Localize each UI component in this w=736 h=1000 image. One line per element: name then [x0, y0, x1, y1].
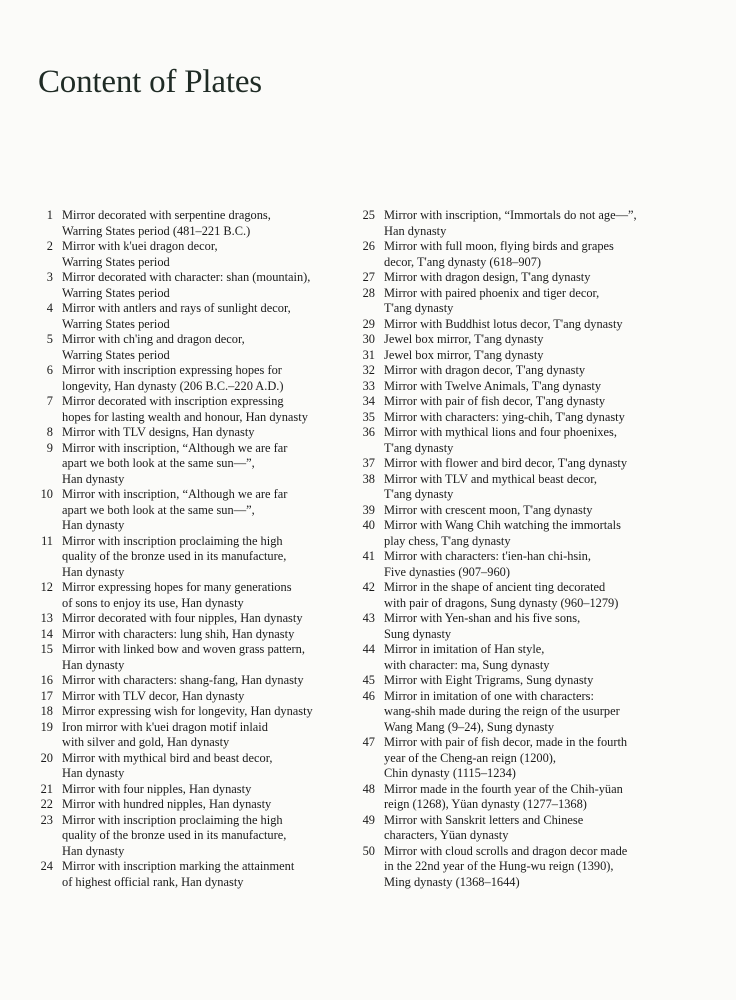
plate-description-line: Mirror with inscription, “Immortals do not age—”, — [384, 208, 637, 222]
plate-description-line: Mirror with inscription, “Although we are far — [62, 487, 288, 501]
plate-description — [62, 441, 350, 488]
plate-description — [384, 348, 700, 364]
plate-description — [384, 425, 700, 456]
plate-description-line: Han dynasty — [62, 471, 125, 486]
plate-description-line: Mirror with dragon decor, T'ang dynasty — [384, 363, 586, 377]
plate-description-line: Mirror with Sanskrit letters and Chinese — [384, 812, 584, 827]
plate-number: 40 — [362, 518, 375, 532]
plate-description-line: Warring States period — [62, 254, 170, 269]
plate-description-line: Mirror with paired phoenix and tiger decor, — [384, 285, 600, 300]
plate-description-line: Han dynasty — [62, 518, 125, 532]
plate-number: 50 — [362, 843, 375, 858]
plate-description-line: Mirror with cloud scrolls and dragon decor made — [384, 843, 628, 858]
plate-description — [384, 518, 700, 549]
plate-number: 37 — [362, 456, 375, 470]
plate-number: 13 — [40, 611, 53, 625]
plate-description — [62, 751, 350, 782]
plate-description — [62, 580, 350, 611]
plate-entry — [356, 208, 700, 239]
plate-description-line: Mirror with ch'ing and dragon decor, — [62, 332, 245, 346]
plate-description — [62, 797, 350, 813]
plate-description — [384, 456, 700, 472]
plate-description — [62, 689, 350, 705]
plate-description-line: Han dynasty — [62, 843, 125, 858]
plate-description-line: Mirror with Twelve Animals, T'ang dynasty — [384, 378, 602, 393]
plate-description — [62, 394, 350, 425]
plate-description-line: Jewel box mirror, T'ang dynasty — [384, 347, 544, 362]
plate-entry — [34, 301, 350, 332]
plate-description-line: Mirror with TLV designs, Han dynasty — [62, 425, 255, 439]
plate-number: 19 — [40, 719, 53, 734]
plate-description-line: Mirror with TLV and mythical beast decor, — [384, 471, 597, 486]
plate-number: 31 — [362, 347, 375, 362]
plate-description-line: Sung dynasty — [384, 626, 452, 641]
plate-entry — [34, 797, 350, 813]
plate-description-line: of sons to enjoy its use, Han dynasty — [62, 595, 244, 610]
plate-description — [62, 487, 350, 534]
plate-description-line: Mirror with inscription marking the attainment — [62, 859, 295, 873]
plate-entry — [356, 239, 700, 270]
plate-description — [384, 270, 700, 286]
plate-entry — [356, 394, 700, 410]
plate-description-line: apart we both look at the same sun—”, — [62, 502, 255, 517]
plate-description-line: Mirror expressing hopes for many generations — [62, 580, 292, 594]
plate-entry — [34, 673, 350, 689]
plate-description — [384, 379, 700, 395]
plate-number: 27 — [362, 270, 375, 284]
plates-list-left-column — [34, 208, 350, 890]
plate-description — [62, 534, 350, 581]
plate-entry — [34, 782, 350, 798]
plate-number: 35 — [362, 409, 375, 424]
plate-description-line: Mirror in the shape of ancient ting decorated — [384, 580, 606, 594]
plate-description-line: Mirror with mythical bird and beast decor, — [62, 750, 273, 765]
plate-description-line: Mirror with inscription proclaiming the high — [62, 533, 283, 548]
plate-entry — [356, 410, 700, 426]
plate-description-line: Mirror with pair of fish decor, made in the fourth — [384, 735, 628, 749]
plate-description-line: Mirror with hundred nipples, Han dynasty — [62, 797, 272, 811]
plate-description-line: with silver and gold, Han dynasty — [62, 735, 230, 749]
plate-entry — [356, 270, 700, 286]
plate-description-line: Wang Mang (9–24), Sung dynasty — [384, 719, 555, 734]
plate-number: 23 — [40, 812, 53, 827]
plate-description-line: hopes for lasting wealth and honour, Han dynasty — [62, 409, 308, 424]
plate-entry — [356, 689, 700, 736]
plate-description-line: play chess, T'ang dynasty — [384, 533, 511, 548]
plate-entry — [34, 270, 350, 301]
plate-description — [62, 704, 350, 720]
plate-description-line: Mirror with TLV decor, Han dynasty — [62, 688, 245, 703]
plate-entry — [34, 689, 350, 705]
page-title: Content of Plates — [38, 64, 262, 100]
plate-number: 46 — [362, 688, 375, 703]
plate-entry — [34, 332, 350, 363]
plate-number: 41 — [362, 549, 375, 563]
plate-number: 7 — [46, 394, 53, 408]
plate-description-line: in the 22nd year of the Hung-wu reign (1390), — [384, 859, 614, 873]
plate-description-line: year of the Cheng-an reign (1200), — [384, 750, 557, 765]
plate-description-line: Han dynasty — [384, 223, 447, 238]
plate-description — [384, 642, 700, 673]
plate-description-line: Mirror with dragon design, T'ang dynasty — [384, 270, 591, 284]
plate-number: 3 — [46, 270, 53, 284]
plate-description — [384, 208, 700, 239]
plate-number: 26 — [362, 239, 375, 253]
plate-description-line: Chin dynasty (1115–1234) — [384, 766, 516, 780]
plate-description — [62, 782, 350, 798]
plate-entry — [356, 549, 700, 580]
plate-number: 15 — [40, 642, 53, 656]
plate-entry — [356, 673, 700, 689]
plate-description-line: Mirror with pair of fish decor, T'ang dynasty — [384, 394, 606, 408]
plate-description-line: Han dynasty — [62, 657, 125, 672]
plate-description-line: Mirror with flower and bird decor, T'ang dynasty — [384, 456, 628, 470]
plate-description-line: Mirror with full moon, flying birds and grapes — [384, 239, 614, 253]
plate-description-line: with pair of dragons, Sung dynasty (960–1279) — [384, 595, 619, 610]
plate-number: 4 — [46, 301, 53, 315]
plate-number: 32 — [362, 363, 375, 377]
plate-entry — [34, 720, 350, 751]
plate-description — [384, 239, 700, 270]
plate-description-line: Iron mirror with k'uei dragon motif inlaid — [62, 719, 268, 734]
plate-number: 48 — [362, 781, 375, 796]
plate-entry — [34, 363, 350, 394]
plate-number: 38 — [362, 471, 375, 486]
plate-description-line: Mirror with Wang Chih watching the immortals — [384, 518, 621, 532]
plate-description-line: decor, T'ang dynasty (618–907) — [384, 254, 542, 269]
plate-entry — [34, 239, 350, 270]
plate-description — [62, 239, 350, 270]
plate-description — [384, 410, 700, 426]
plate-description — [384, 363, 700, 379]
plate-number: 44 — [362, 642, 375, 656]
plate-number: 34 — [362, 394, 375, 408]
plate-number: 28 — [362, 285, 375, 300]
plate-description — [384, 317, 700, 333]
plate-entry — [356, 456, 700, 472]
plate-description-line: T'ang dynasty — [384, 487, 454, 501]
plate-description — [62, 611, 350, 627]
plate-description-line: Han dynasty — [62, 564, 125, 579]
plate-entry — [34, 425, 350, 441]
plate-description-line: Mirror made in the fourth year of the Chih-yüan — [384, 781, 623, 796]
plate-description — [384, 689, 700, 736]
plate-number: 6 — [46, 363, 53, 377]
plate-description-line: quality of the bronze used in its manufacture, — [62, 828, 287, 842]
plate-number: 29 — [362, 316, 375, 331]
plate-description-line: Jewel box mirror, T'ang dynasty — [384, 332, 544, 346]
plate-number: 11 — [41, 533, 53, 548]
plate-entry — [356, 348, 700, 364]
plates-list-right-column — [356, 208, 700, 890]
plate-entry — [356, 844, 700, 891]
plate-description-line: Mirror with k'uei dragon decor, — [62, 239, 218, 253]
plate-number: 2 — [46, 239, 53, 253]
plate-number: 36 — [362, 425, 375, 439]
plate-entry — [34, 487, 350, 534]
plate-number: 33 — [362, 378, 375, 393]
plate-description-line: Mirror with Yen-shan and his five sons, — [384, 611, 581, 625]
plate-description — [384, 286, 700, 317]
plate-entry — [356, 813, 700, 844]
plate-description-line: Mirror with antlers and rays of sunlight decor, — [62, 301, 291, 315]
plate-entry — [34, 704, 350, 720]
plate-number: 12 — [40, 580, 53, 594]
plate-description-line: Mirror with characters: lung shih, Han dynasty — [62, 626, 295, 641]
plate-entry — [356, 735, 700, 782]
plate-description — [384, 472, 700, 503]
plate-description-line: Ming dynasty (1368–1644) — [384, 874, 520, 889]
plate-description-line: Mirror decorated with inscription expressing — [62, 394, 284, 408]
plate-description — [62, 720, 350, 751]
plate-number: 47 — [362, 735, 375, 749]
plate-description-line: Mirror with linked bow and woven grass pattern, — [62, 642, 305, 656]
plate-entry — [34, 627, 350, 643]
plate-number: 22 — [40, 797, 53, 811]
plate-description — [62, 208, 350, 239]
plate-description-line: of highest official rank, Han dynasty — [62, 874, 244, 889]
plate-description-line: Mirror with characters: t'ien-han chi-hsin, — [384, 549, 591, 563]
plate-entry — [34, 813, 350, 860]
plate-description-line: Mirror with inscription expressing hopes for — [62, 363, 282, 377]
plate-description-line: Mirror in imitation of one with characters: — [384, 688, 594, 703]
plate-description — [384, 844, 700, 891]
plate-description — [384, 735, 700, 782]
plate-number: 49 — [362, 812, 375, 827]
plate-entry — [356, 642, 700, 673]
plate-entry — [356, 782, 700, 813]
plate-description-line: Warring States period — [62, 285, 170, 300]
plate-number: 17 — [40, 688, 53, 703]
plate-description-line: Mirror decorated with serpentine dragons, — [62, 208, 271, 222]
plate-description — [62, 673, 350, 689]
plate-number: 18 — [40, 704, 53, 718]
plate-description — [384, 673, 700, 689]
plate-description-line: T'ang dynasty — [384, 440, 454, 455]
plate-entry — [34, 642, 350, 673]
plate-description — [384, 332, 700, 348]
plate-description-line: Mirror with characters: shang-fang, Han dynasty — [62, 673, 304, 687]
plate-number: 25 — [362, 208, 375, 222]
plate-description-line: Mirror with crescent moon, T'ang dynasty — [384, 502, 593, 517]
plate-description — [62, 627, 350, 643]
plate-description — [384, 580, 700, 611]
plate-entry — [34, 441, 350, 488]
plate-description — [384, 782, 700, 813]
plate-number: 24 — [40, 859, 53, 873]
plate-description-line: Mirror with Buddhist lotus decor, T'ang dynasty — [384, 316, 623, 331]
plate-number: 10 — [40, 487, 53, 501]
plate-description — [62, 363, 350, 394]
plate-description — [384, 394, 700, 410]
plate-description-line: Mirror in imitation of Han style, — [384, 642, 545, 656]
plate-number: 16 — [40, 673, 53, 687]
plate-description-line: Mirror decorated with character: shan (mountain), — [62, 270, 311, 284]
plate-number: 5 — [46, 332, 53, 346]
plate-number: 9 — [46, 440, 53, 455]
plate-entry — [34, 859, 350, 890]
plate-number: 20 — [40, 750, 53, 765]
plate-entry — [356, 472, 700, 503]
plate-number: 30 — [362, 332, 375, 346]
plate-number: 42 — [362, 580, 375, 594]
plate-entry — [34, 611, 350, 627]
plate-description — [384, 813, 700, 844]
plate-description-line: Mirror with mythical lions and four phoenixes, — [384, 425, 617, 439]
plate-entry — [356, 580, 700, 611]
plate-description — [62, 859, 350, 890]
plate-description-line: longevity, Han dynasty (206 B.C.–220 A.D.) — [62, 378, 284, 393]
plate-description-line: Mirror with four nipples, Han dynasty — [62, 781, 252, 796]
plate-number: 14 — [40, 626, 53, 641]
plate-entry — [356, 363, 700, 379]
plate-description-line: Mirror with Eight Trigrams, Sung dynasty — [384, 673, 594, 687]
plate-description — [384, 549, 700, 580]
plate-description — [62, 425, 350, 441]
plate-description-line: reign (1268), Yüan dynasty (1277–1368) — [384, 797, 587, 811]
plate-entry — [356, 286, 700, 317]
plate-description-line: Five dynasties (907–960) — [384, 564, 510, 579]
plate-description — [384, 611, 700, 642]
plate-entry — [34, 208, 350, 239]
plate-description — [62, 332, 350, 363]
plate-number: 21 — [40, 781, 53, 796]
plate-number: 45 — [362, 673, 375, 687]
plate-description-line: Mirror expressing wish for longevity, Han dynasty — [62, 704, 313, 718]
plate-description-line: Han dynasty — [62, 766, 125, 780]
plate-description-line: characters, Yüan dynasty — [384, 828, 509, 842]
plate-entry — [34, 394, 350, 425]
plate-number: 8 — [46, 425, 53, 439]
plate-description — [62, 270, 350, 301]
plate-description-line: Mirror with characters: ying-chih, T'ang dynasty — [384, 409, 625, 424]
plate-number: 1 — [46, 208, 53, 222]
plate-description-line: wang-shih made during the reign of the usurper — [384, 704, 620, 718]
plate-entry — [356, 332, 700, 348]
plate-entry — [356, 611, 700, 642]
plate-entry — [356, 503, 700, 519]
plate-description-line: Mirror with inscription proclaiming the high — [62, 812, 283, 827]
plate-number: 39 — [362, 502, 375, 517]
plate-description-line: Warring States period — [62, 316, 170, 331]
plate-description-line: Mirror with inscription, “Although we are far — [62, 440, 288, 455]
plate-description — [62, 813, 350, 860]
plate-entry — [34, 751, 350, 782]
plate-description-line: apart we both look at the same sun—”, — [62, 456, 255, 470]
plate-entry — [356, 317, 700, 333]
plate-entry — [356, 425, 700, 456]
plate-description — [62, 301, 350, 332]
plate-entry — [356, 379, 700, 395]
plate-entry — [34, 534, 350, 581]
plate-description-line: T'ang dynasty — [384, 301, 454, 315]
plate-entry — [356, 518, 700, 549]
plate-description-line: quality of the bronze used in its manufacture, — [62, 549, 287, 563]
plate-number: 43 — [362, 611, 375, 625]
plate-description-line: Warring States period (481–221 B.C.) — [62, 223, 251, 238]
plate-description — [384, 503, 700, 519]
plate-entry — [34, 580, 350, 611]
plate-description — [62, 642, 350, 673]
plate-description-line: with character: ma, Sung dynasty — [384, 657, 550, 672]
plate-description-line: Warring States period — [62, 347, 170, 362]
plate-description-line: Mirror decorated with four nipples, Han dynasty — [62, 611, 303, 625]
